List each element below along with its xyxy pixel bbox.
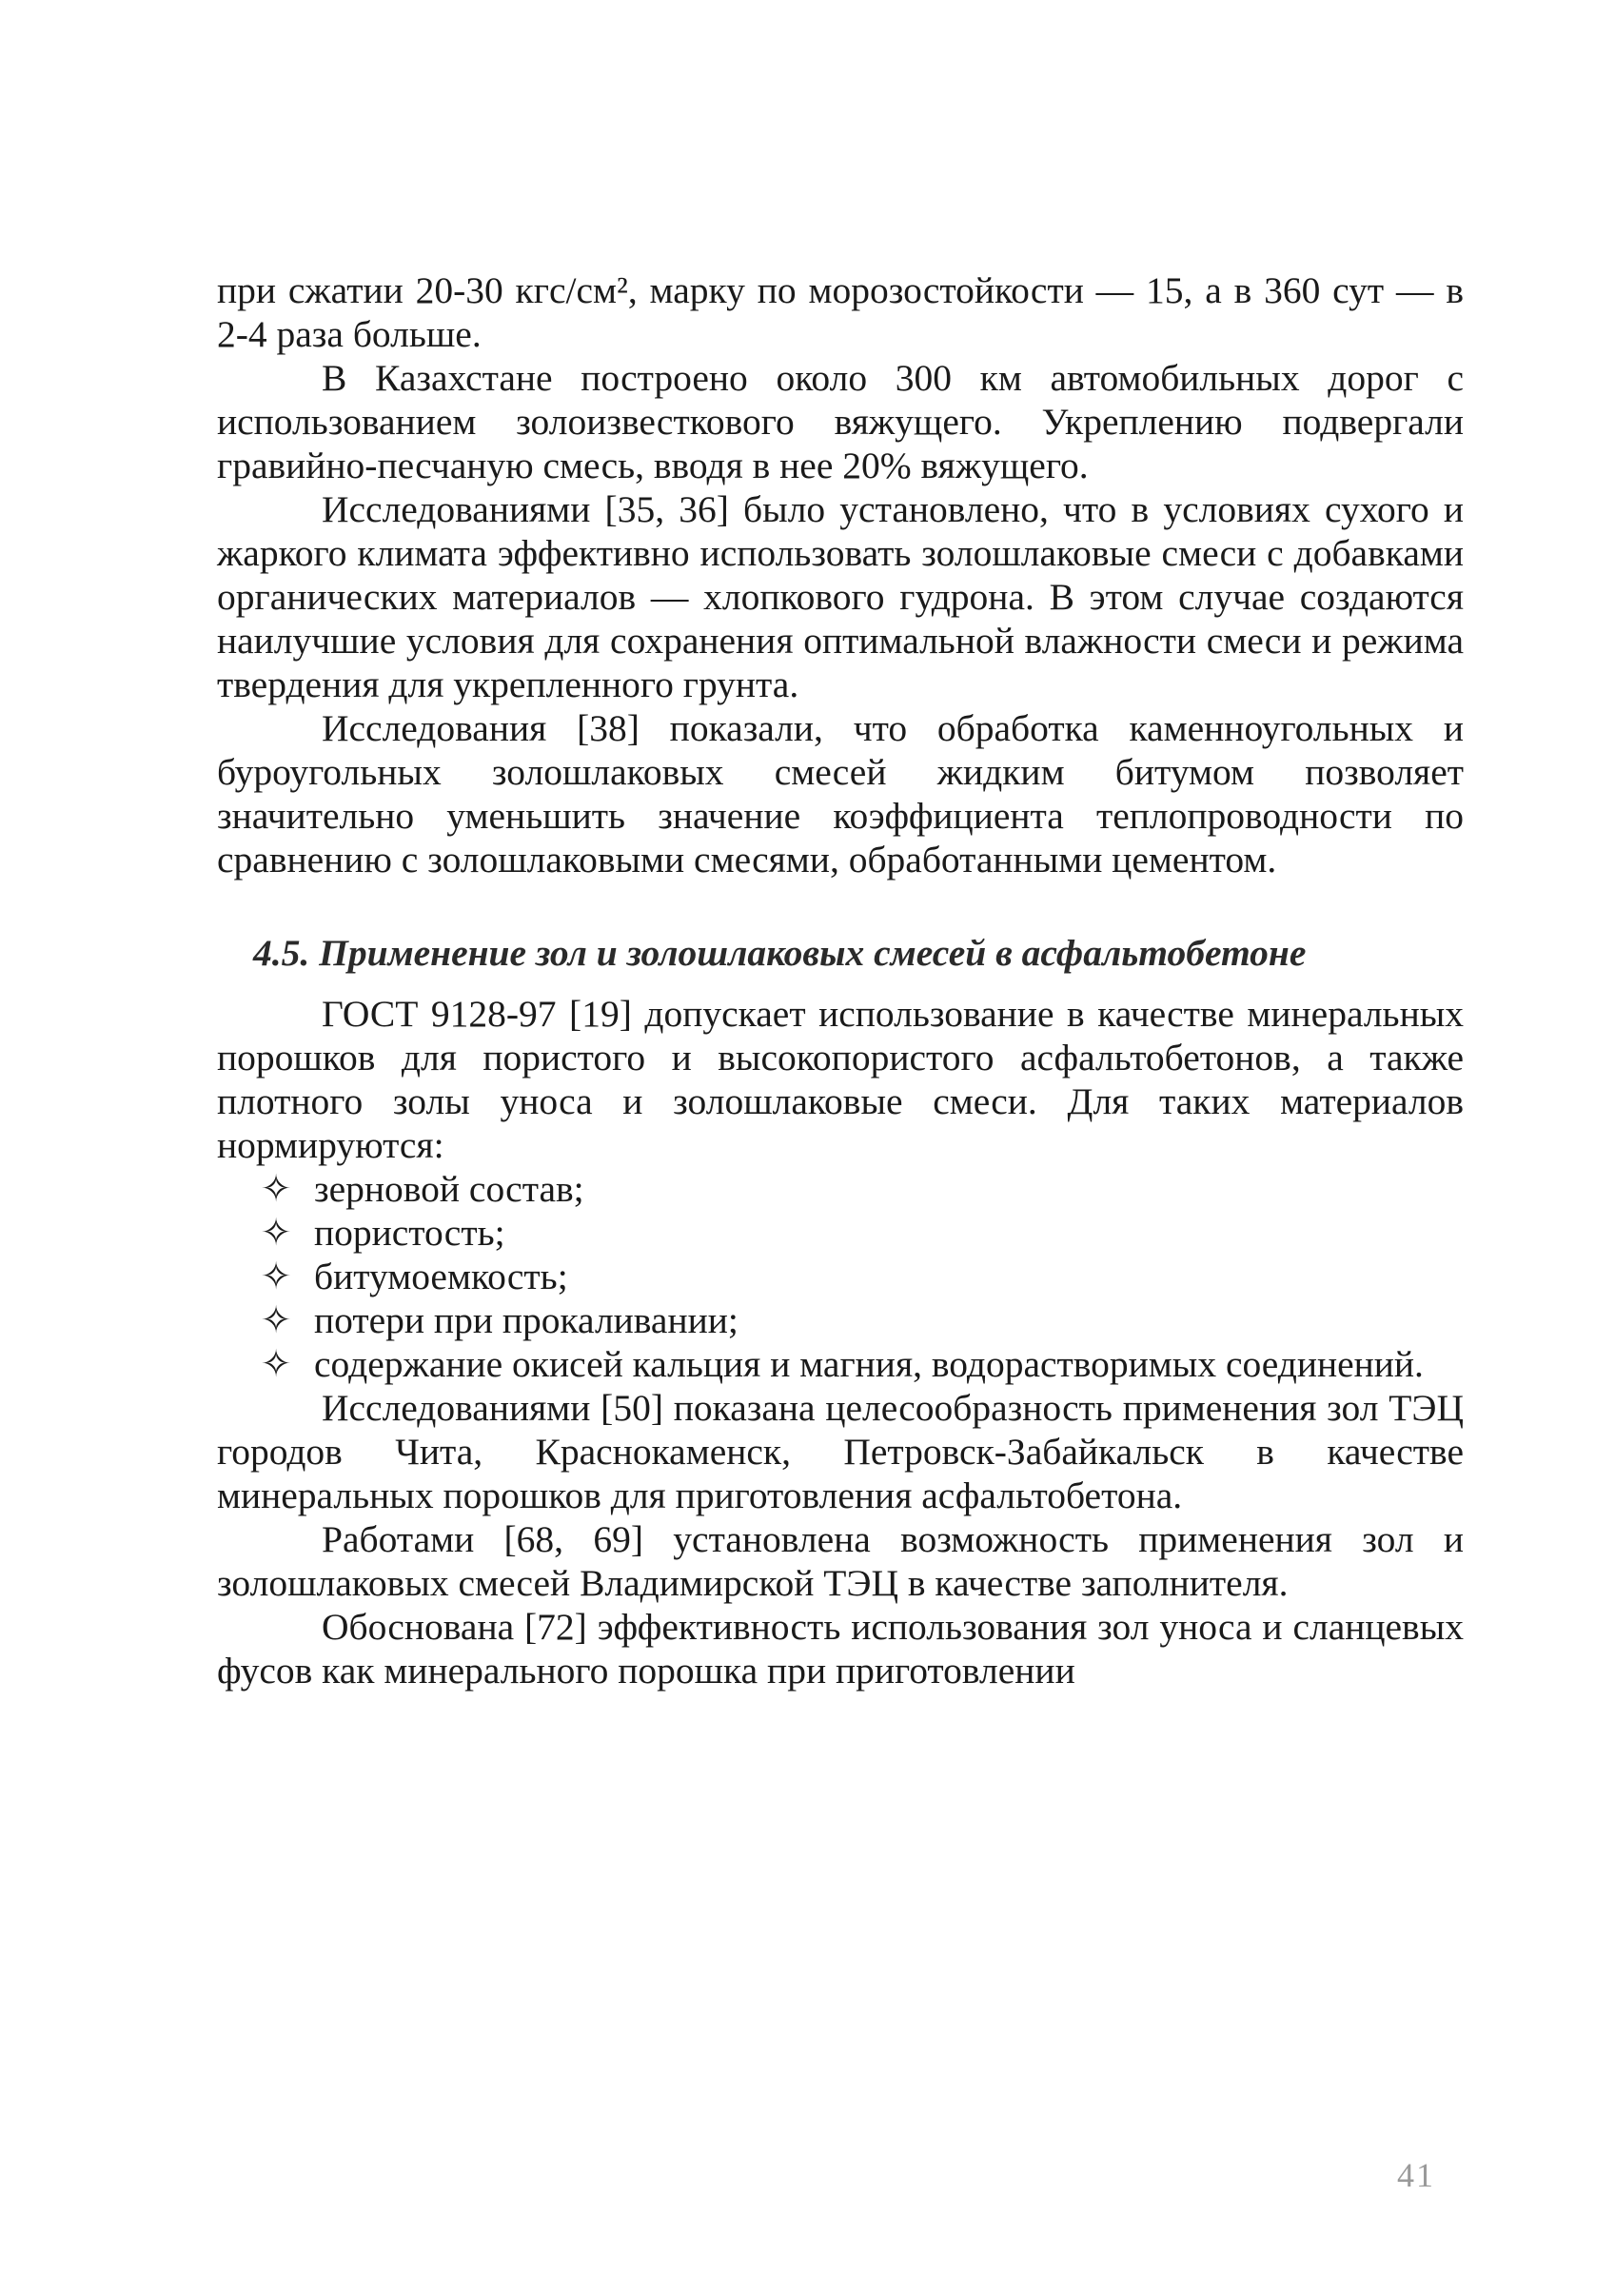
list-item-text: потери при прокаливании; <box>314 1299 739 1341</box>
diamond-bullet-icon: ✧ <box>260 1212 292 1254</box>
list-item-text: пористость; <box>314 1212 505 1254</box>
diamond-bullet-icon: ✧ <box>260 1299 292 1341</box>
list-item <box>217 1167 1464 1211</box>
page-body <box>217 268 1464 1692</box>
paragraph-bitumen-treatment: Исследования [38] показали, что обработка каменноугольных и буроугольных золошлаковых смесей жидким битумом позволяет значительно уменьшить значение коэффициента теплопроводности по сравнению с золошлаковыми смесями, обработанными цементом. <box>217 707 1464 881</box>
list-item <box>217 1342 1464 1386</box>
list-item <box>217 1298 1464 1342</box>
diamond-bullet-icon: ✧ <box>260 1343 292 1385</box>
paragraph-shale-fines: Обоснована [72] эффективность использования зол уноса и сланцевых фусов как минерального порошка при приготовлении <box>217 1606 1464 1692</box>
section-heading: 4.5. Применение зол и золошлаковых смесей в асфальтобетоне <box>253 932 1307 974</box>
paragraph-continuation: при сжатии 20-30 кгс/см², марку по морозостойкости — 15, а в 360 сут — в 2-4 раза больше. <box>217 269 1464 355</box>
paragraph-dry-climate-research: Исследованиями [35, 36] было установлено, что в условиях сухого и жаркого климата эффективно использовать золошлаковые смеси с добавками органических материалов — хлопкового гудрона. В этом случае создаются наилучшие условия для сохранения оптимальной влажности смеси и режима твердения для укрепленного грунта. <box>217 488 1464 705</box>
list-item-text: битумоемкость; <box>314 1256 568 1297</box>
paragraph-chita-ash: Исследованиями [50] показана целесообразность применения зол ТЭЦ городов Чита, Краснокаменск, Петровск-Забайкальск в качестве минеральных порошков для приготовления асфальтобетона. <box>217 1387 1464 1516</box>
diamond-bullet-icon: ✧ <box>260 1168 292 1210</box>
list-item <box>217 1255 1464 1298</box>
paragraph-vladimir-tpp: Работами [68, 69] установлена возможность применения зол и золошлаковых смесей Владимирской ТЭЦ в качестве заполнителя. <box>217 1518 1464 1604</box>
list-item-text: зерновой состав; <box>314 1168 584 1210</box>
paragraph-gost-intro: ГОСТ 9128-97 [19] допускает использование в качестве минеральных порошков для пористого и высокопористого асфальтобетонов, а также плотного золы уноса и золошлаковые смеси. Для таких материалов нормируются: <box>217 993 1464 1166</box>
list-item <box>217 1211 1464 1255</box>
list-item-text: содержание окисей кальция и магния, водорастворимых соединений. <box>314 1343 1424 1385</box>
diamond-bullet-icon: ✧ <box>260 1256 292 1297</box>
normed-properties-list <box>217 1167 1464 1386</box>
paragraph-kazakhstan-roads: В Казахстане построено около 300 км автомобильных дорог с использованием золоизвесткового вяжущего. Укреплению подвергали гравийно-песчаную смесь, вводя в нее 20% вяжущего. <box>217 357 1464 486</box>
page-number: 41 <box>1397 2156 1435 2194</box>
